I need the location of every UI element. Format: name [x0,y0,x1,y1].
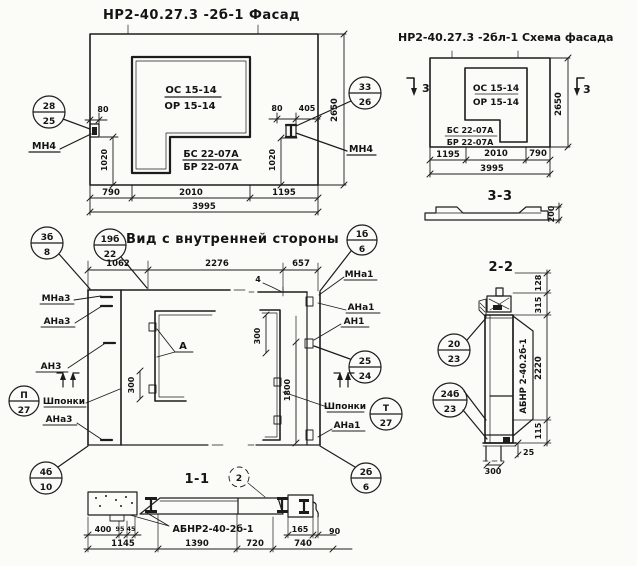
section22-dimensions [484,270,551,476]
schema-title: НР2-40.27.3 -2бл-1 Схема фасада [398,31,614,44]
svg-text:2650: 2650 [554,92,564,116]
svg-text:165: 165 [291,525,309,534]
section33-title: 3-3 [487,189,513,204]
callout-28-25 [33,96,90,129]
svg-text:3: 3 [422,82,430,95]
svg-text:АНа1: АНа1 [347,303,375,313]
facade-title: НР2-40.27.3 -2б-1 Фасад [103,8,301,23]
svg-text:33: 33 [358,83,372,93]
svg-text:2276: 2276 [205,259,229,269]
svg-text:Шпонки: Шпонки [42,397,86,407]
svg-text:200: 200 [547,205,556,223]
svg-text:128: 128 [534,274,543,292]
svg-text:300: 300 [253,327,262,345]
svg-text:25: 25 [42,117,56,127]
facade-dimensions [85,31,347,215]
svg-text:26: 26 [358,98,372,108]
svg-text:790: 790 [529,149,547,159]
facade-view [29,8,381,215]
detail-2-mark [229,467,265,497]
svg-text:АНа1: АНа1 [333,421,361,431]
inner-left-part [57,290,245,445]
svg-text:2010: 2010 [179,188,203,198]
svg-text:МНа3: МНа3 [41,294,71,304]
svg-text:1195: 1195 [272,188,296,198]
svg-text:2220: 2220 [534,356,544,380]
anchor-left-label [29,134,91,152]
anchor-right [286,125,296,137]
callout-2b-6 [320,446,381,493]
svg-text:ОС 15-14: ОС 15-14 [472,84,520,94]
svg-text:790: 790 [102,188,120,198]
svg-text:1062: 1062 [106,259,130,269]
svg-text:МН4: МН4 [348,144,374,155]
svg-text:1145: 1145 [111,539,135,549]
callout-4b-10 [30,446,88,494]
svg-text:6: 6 [358,245,366,255]
svg-text:1195: 1195 [436,150,460,160]
section11-drawing [88,492,318,521]
svg-text:27: 27 [379,419,393,429]
svg-text:740: 740 [294,539,312,549]
svg-text:3б: 3б [40,233,54,243]
svg-text:80: 80 [97,105,109,114]
section22-drawing [479,288,516,461]
schema-view [398,31,613,223]
svg-text:95: 95 [115,525,125,533]
svg-text:Т: Т [382,404,390,414]
section3-mark-left [407,78,430,96]
svg-text:3995: 3995 [480,164,504,174]
callout-20-23 [438,318,486,366]
svg-text:115: 115 [534,422,543,440]
svg-text:24б: 24б [440,390,460,400]
svg-text:315: 315 [534,296,543,314]
svg-text:25: 25 [358,357,372,367]
svg-text:П: П [20,391,28,401]
mark-br: БР 22-07А [183,162,239,173]
anchor-right-label [296,133,376,155]
svg-text:405: 405 [298,104,316,113]
inner-view-title: Вид с внутренней стороны [126,232,340,247]
mark-or: ОР 15-14 [164,101,216,112]
svg-text:1390: 1390 [185,539,209,549]
callout-3b-8 [31,227,90,289]
section11-label [130,513,254,535]
callout-24b-23 [433,383,487,439]
svg-text:24: 24 [358,372,372,382]
mark-bs: БС 22-07А [183,149,239,160]
svg-text:27: 27 [17,406,31,416]
inner-right-labels [283,270,380,437]
svg-text:10: 10 [39,483,53,493]
section1-marks-left [57,372,79,387]
jamb-clip-mid [305,339,313,348]
svg-text:2010: 2010 [484,149,508,159]
svg-text:45: 45 [126,525,136,533]
svg-text:АН3: АН3 [40,362,62,372]
inner-left-labels [36,294,120,439]
svg-text:3995: 3995 [192,202,216,212]
detail-a-mark [157,329,193,357]
section3-mark-right [574,78,591,96]
section11-title: 1-1 [184,472,210,487]
svg-text:МНа1: МНа1 [344,270,374,280]
svg-text:Шпонки: Шпонки [323,402,367,412]
svg-text:25: 25 [523,448,535,457]
svg-text:ОР 15-14: ОР 15-14 [472,98,520,108]
svg-text:1800: 1800 [283,378,292,402]
svg-text:28: 28 [42,102,56,112]
svg-text:1б: 1б [355,230,369,240]
section22-label-flag [513,316,533,436]
svg-text:300: 300 [484,467,502,476]
svg-text:23: 23 [447,355,461,365]
callout-T-27 [370,398,402,430]
svg-text:8: 8 [43,248,51,258]
svg-text:6: 6 [362,483,370,493]
callout-P-27 [9,386,39,416]
section22-title: 2-2 [488,260,514,275]
svg-text:300: 300 [127,376,136,394]
svg-text:А: А [179,341,187,352]
svg-text:90: 90 [329,527,341,536]
section22-view [433,260,551,476]
svg-text:АБНР2-40-2б-1: АБНР2-40-2б-1 [172,524,254,535]
svg-text:2: 2 [235,474,243,484]
inner-view [9,225,402,494]
svg-text:АБНР 2-40.2б-1: АБНР 2-40.2б-1 [519,338,529,414]
svg-text:4: 4 [255,275,261,284]
inner-top-dimensions [85,259,321,291]
svg-text:2б: 2б [359,468,373,478]
anchor-left [90,124,99,137]
svg-text:19б: 19б [100,235,120,245]
gap-dim [255,275,282,292]
svg-text:АН1: АН1 [343,317,365,327]
svg-text:22: 22 [103,250,117,260]
svg-text:657: 657 [292,259,310,269]
section11-view [84,467,352,552]
svg-text:3: 3 [583,83,591,96]
svg-text:АНа3: АНа3 [43,317,71,327]
svg-text:20: 20 [447,340,461,350]
svg-text:1020: 1020 [268,148,277,172]
svg-text:МН4: МН4 [31,141,57,152]
svg-text:2650: 2650 [330,98,340,122]
svg-text:4б: 4б [39,468,53,478]
svg-text:23: 23 [443,405,457,415]
mark-os: ОС 15-14 [165,85,217,96]
section33-profile [425,203,562,223]
window-frame-channel-left [155,311,215,401]
svg-text:720: 720 [246,539,264,549]
svg-text:400: 400 [94,525,112,534]
svg-text:1020: 1020 [100,148,109,172]
svg-text:АНа3: АНа3 [45,415,73,425]
svg-text:80: 80 [271,104,283,113]
svg-text:БР 22-07А: БР 22-07А [446,138,494,147]
svg-text:БС 22-07А: БС 22-07А [446,126,494,135]
